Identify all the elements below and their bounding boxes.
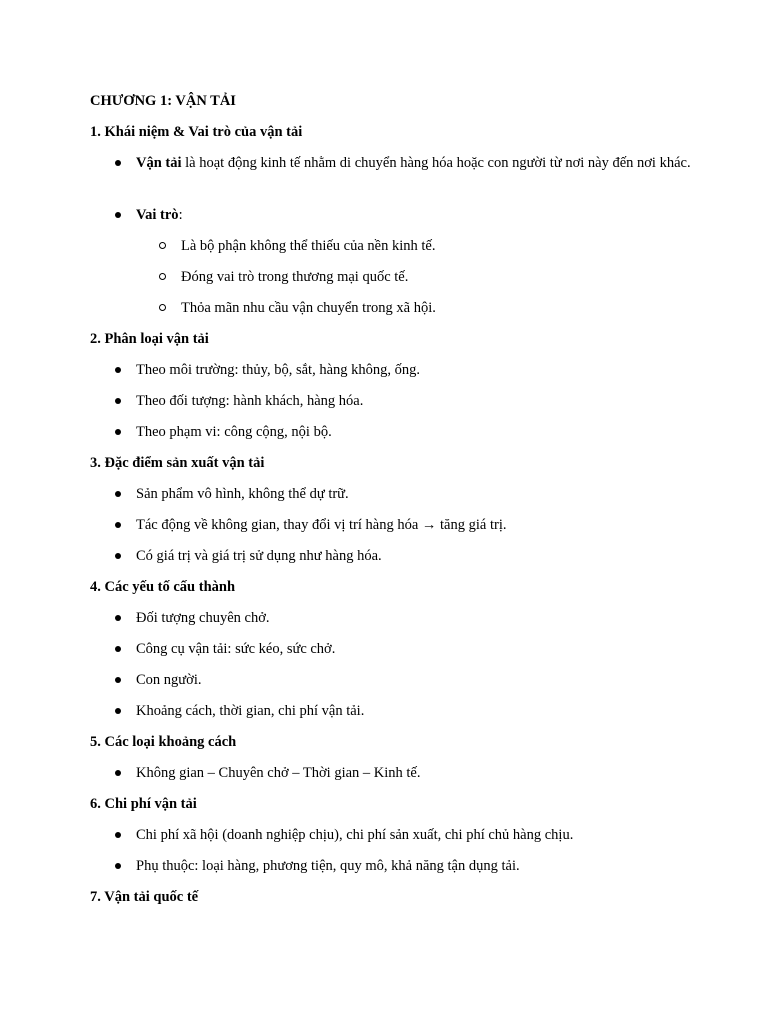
bullet-icon (115, 522, 121, 528)
section-heading: 4. Các yếu tố cấu thành (90, 579, 236, 595)
list-item: Đối tượng chuyên chở. (136, 610, 270, 626)
bullet-icon (115, 429, 121, 435)
bullet-icon (115, 553, 121, 559)
section-heading: 1. Khái niệm & Vai trò của vận tải (90, 124, 303, 140)
sub-list-item: Là bộ phận không thể thiếu của nền kinh tế. (181, 238, 436, 254)
term-definition: là hoạt động kinh tế nhằm di chuyển hàng hóa hoặc con người từ nơi này đến nơi khác. (181, 155, 691, 171)
sub-list-item: Đóng vai trò trong thương mại quốc tế. (181, 269, 409, 285)
bullet-icon (115, 863, 121, 869)
list-item: Không gian – Chuyên chở – Thời gian – Kinh tế. (136, 765, 421, 781)
list-item: Theo môi trường: thủy, bộ, sắt, hàng không, ống. (136, 362, 421, 378)
section-heading: 5. Các loại khoảng cách (90, 734, 237, 750)
circle-bullet-icon (159, 304, 166, 311)
chapter-title: CHƯƠNG 1: VẬN TẢI (90, 93, 236, 109)
list-item: Theo phạm vi: công cộng, nội bộ. (136, 424, 332, 440)
bullet-icon (115, 770, 121, 776)
list-item: Có giá trị và giá trị sử dụng như hàng hóa. (136, 548, 382, 564)
bullet-icon (115, 708, 121, 714)
list-item: Con người. (136, 672, 202, 688)
bullet-icon (115, 367, 121, 373)
list-item (136, 153, 696, 174)
bullet-icon (115, 677, 121, 683)
list-item: Theo đối tượng: hành khách, hàng hóa. (136, 393, 364, 409)
term-label: Vận tải (136, 155, 182, 171)
list-item: Khoảng cách, thời gian, chi phí vận tải. (136, 703, 365, 719)
bullet-icon (115, 398, 121, 404)
section-heading: 6. Chi phí vận tải (90, 796, 197, 812)
section-heading: 2. Phân loại vận tải (90, 331, 209, 347)
list-item: Công cụ vận tải: sức kéo, sức chở. (136, 641, 336, 657)
list-item: Sản phẩm vô hình, không thể dự trữ. (136, 486, 349, 502)
sub-list-item: Thỏa mãn nhu cầu vận chuyển trong xã hội. (181, 300, 436, 316)
term-label: Vai trò (136, 207, 179, 223)
term-suffix: : (178, 207, 183, 223)
list-item: Phụ thuộc: loại hàng, phương tiện, quy mô, khả năng tận dụng tải. (136, 858, 520, 874)
circle-bullet-icon (159, 273, 166, 280)
list-item (136, 205, 183, 226)
list-item: Chi phí xã hội (doanh nghiệp chịu), chi phí sản xuất, chi phí chủ hàng chịu. (136, 827, 574, 843)
section-heading: 3. Đặc điểm sản xuất vận tải (90, 455, 265, 471)
section-heading: 7. Vận tải quốc tế (90, 889, 199, 905)
bullet-icon (115, 832, 121, 838)
bullet-icon (115, 491, 121, 497)
bullet-icon (115, 212, 121, 218)
bullet-icon (115, 160, 121, 166)
bullet-icon (115, 615, 121, 621)
circle-bullet-icon (159, 242, 166, 249)
bullet-icon (115, 646, 121, 652)
list-item: Tác động về không gian, thay đổi vị trí hàng hóa → tăng giá trị. (136, 517, 507, 533)
